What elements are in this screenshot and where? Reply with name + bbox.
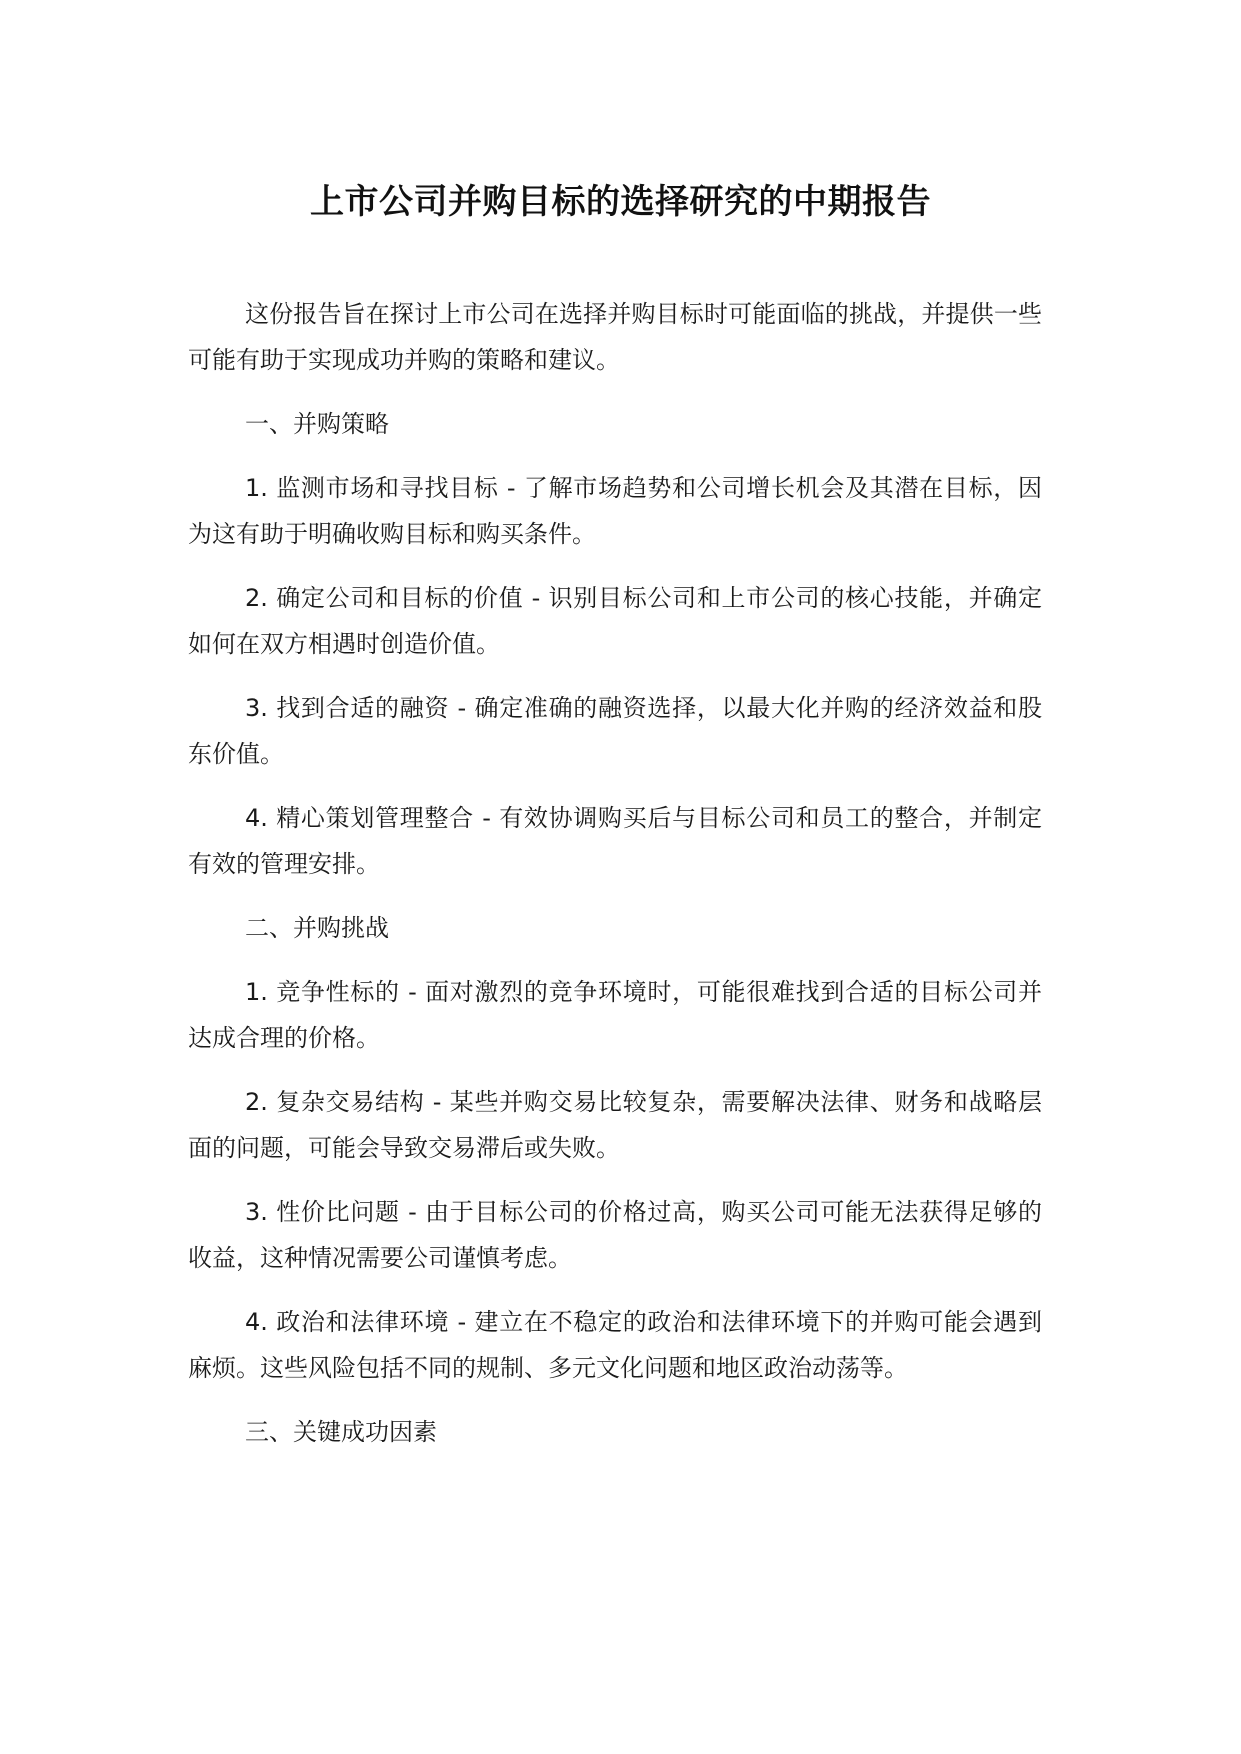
document-title: 上市公司并购目标的选择研究的中期报告 — [310, 182, 931, 222]
document-body — [188, 291, 1042, 1473]
challenge-item-1: 1. 竞争性标的 - 面对激烈的竞争环境时，可能很难找到合适的目标公司并达成合理的价格。 — [188, 978, 1042, 1052]
challenge-item-2: 2. 复杂交易结构 - 某些并购交易比较复杂，需要解决法律、财务和战略层面的问题，可能会导致交易滞后或失败。 — [188, 1088, 1042, 1162]
strategy-item-2: 2. 确定公司和目标的价值 - 识别目标公司和上市公司的核心技能，并确定如何在双方相遇时创造价值。 — [188, 584, 1042, 658]
section-heading-challenges: 二、并购挑战 — [245, 914, 389, 942]
strategy-item-1: 1. 监测市场和寻找目标 - 了解市场趋势和公司增长机会及其潜在目标，因为这有助于明确收购目标和购买条件。 — [188, 474, 1042, 548]
section-heading-success-factors: 三、关键成功因素 — [245, 1418, 437, 1446]
challenge-item-3: 3. 性价比问题 - 由于目标公司的价格过高，购买公司可能无法获得足够的收益，这种情况需要公司谨慎考虑。 — [188, 1198, 1042, 1272]
strategy-item-4: 4. 精心策划管理整合 - 有效协调购买后与目标公司和员工的整合，并制定有效的管理安排。 — [188, 804, 1042, 878]
challenge-item-4: 4. 政治和法律环境 - 建立在不稳定的政治和法律环境下的并购可能会遇到麻烦。这些风险包括不同的规制、多元文化问题和地区政治动荡等。 — [188, 1308, 1042, 1382]
intro-paragraph: 这份报告旨在探讨上市公司在选择并购目标时可能面临的挑战，并提供一些可能有助于实现成功并购的策略和建议。 — [188, 300, 1042, 374]
section-heading-strategy: 一、并购策略 — [245, 410, 389, 438]
strategy-item-3: 3. 找到合适的融资 - 确定准确的融资选择，以最大化并购的经济效益和股东价值。 — [188, 694, 1042, 768]
